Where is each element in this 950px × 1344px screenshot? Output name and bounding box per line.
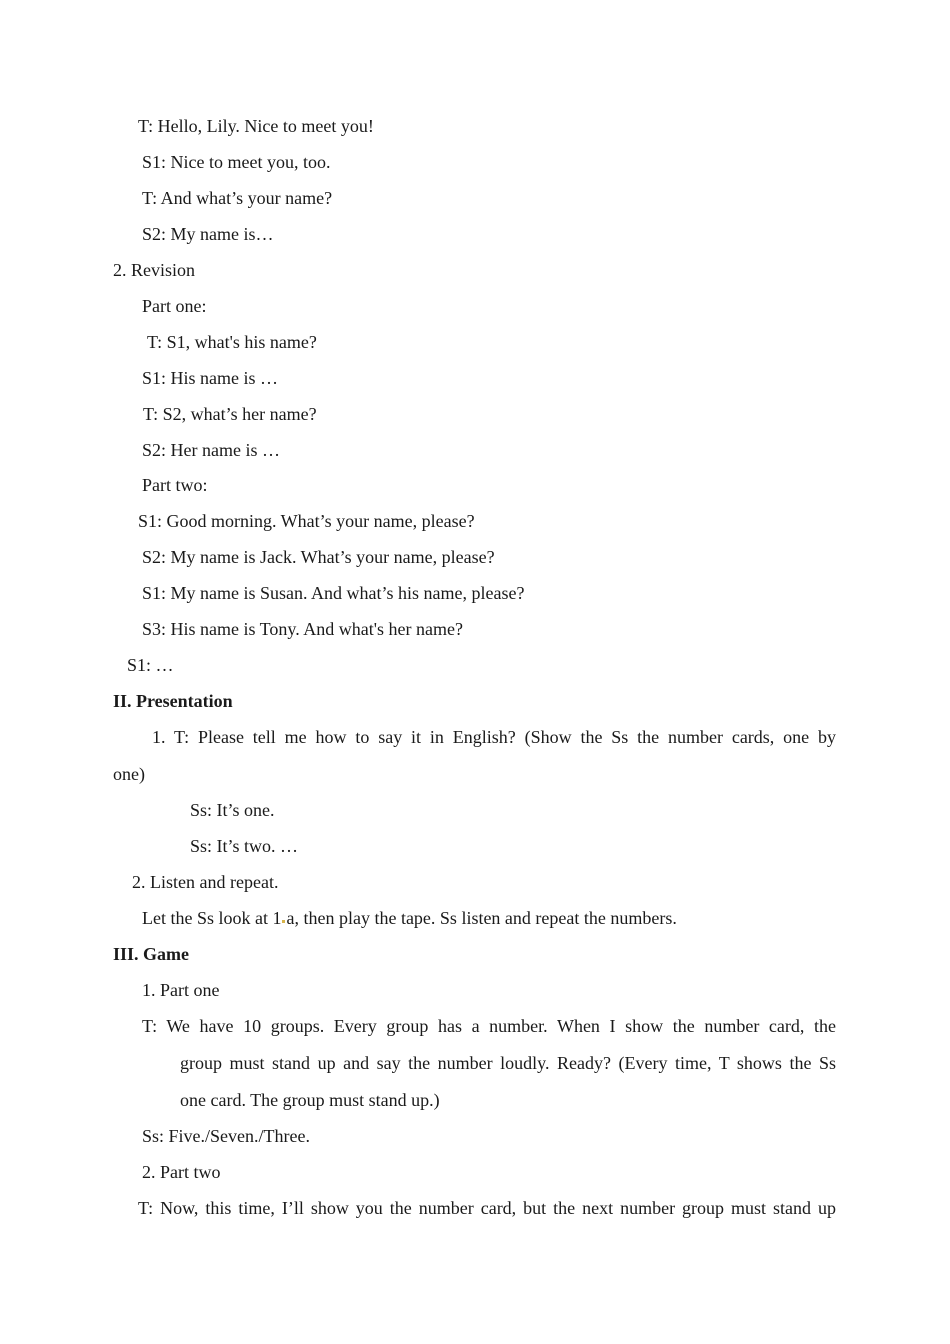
dialogue-line: Ss: It’s one. bbox=[190, 800, 275, 820]
paragraph-line: one) bbox=[113, 764, 145, 784]
text-span: a, then play the tape. Ss listen and repeat the numbers. bbox=[286, 908, 677, 928]
dialogue-line: S2: Her name is … bbox=[142, 440, 280, 460]
dialogue-line: S2: My name is… bbox=[142, 224, 274, 244]
dialogue-line: T: Hello, Lily. Nice to meet you! bbox=[138, 116, 374, 136]
dialogue-line: Ss: It’s two. … bbox=[190, 836, 299, 856]
dialogue-line: S1: Good morning. What’s your name, please? bbox=[138, 511, 475, 531]
paragraph-line: T: Now, this time, I’ll show you the number card, but the next number group must stand up bbox=[138, 1198, 836, 1218]
dialogue-line: T: S1, what's his name? bbox=[147, 332, 317, 352]
dialogue-line: Ss: Five./Seven./Three. bbox=[142, 1126, 310, 1146]
paragraph-line: group must stand up and say the number loudly. Ready? (Every time, T shows the Ss bbox=[180, 1053, 836, 1073]
dialogue-line: T: And what’s your name? bbox=[142, 188, 333, 208]
dialogue-line: S1: … bbox=[127, 655, 174, 675]
paragraph-line: 1. T: Please tell me how to say it in English? (Show the Ss the number cards, one by bbox=[152, 727, 836, 747]
paragraph-line: T: We have 10 groups. Every group has a number. When I show the number card, the bbox=[142, 1016, 836, 1036]
dialogue-line: T: S2, what’s her name? bbox=[143, 404, 317, 424]
dialogue-line: S1: Nice to meet you, too. bbox=[142, 152, 331, 172]
list-item: 1. Part one bbox=[142, 980, 220, 1000]
text-span: Let the Ss look at 1 bbox=[142, 908, 282, 928]
paragraph-line: one card. The group must stand up.) bbox=[180, 1090, 440, 1110]
dialogue-line: S3: His name is Tony. And what's her name? bbox=[142, 619, 463, 639]
sub-heading: Part two: bbox=[142, 475, 208, 495]
dialogue-line: S1: My name is Susan. And what’s his name, please? bbox=[142, 583, 525, 603]
sub-heading: Part one: bbox=[142, 296, 207, 316]
list-item: 2. Listen and repeat. bbox=[132, 872, 279, 892]
section-item-revision: 2. Revision bbox=[113, 260, 196, 280]
list-item: 2. Part two bbox=[142, 1162, 221, 1182]
dialogue-line: S1: His name is … bbox=[142, 368, 279, 388]
paragraph-line bbox=[142, 906, 677, 930]
section-heading-presentation: II. Presentation bbox=[113, 691, 233, 711]
section-heading-game: III. Game bbox=[113, 944, 189, 964]
dialogue-line: S2: My name is Jack. What’s your name, please? bbox=[142, 547, 495, 567]
